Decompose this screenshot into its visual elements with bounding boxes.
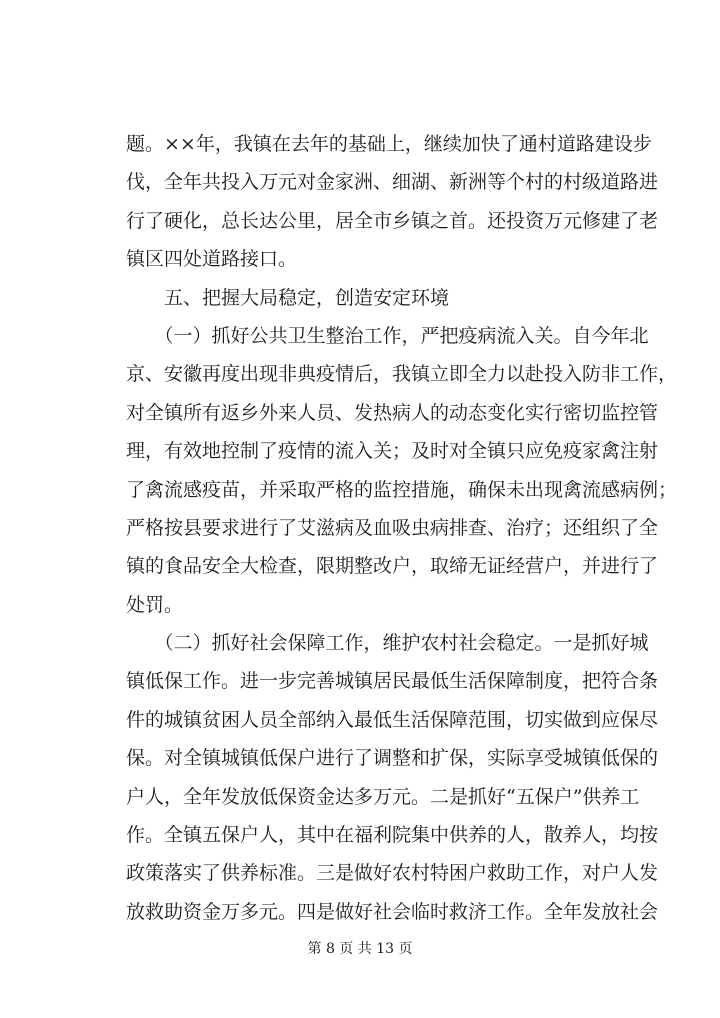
text-line: （二）抓好社会保障工作，维护农村社会稳定。一是抓好城: [126, 632, 649, 655]
text-line: 镇区四处道路接口。: [126, 248, 298, 271]
text-line: 镇低保工作。进一步完善城镇居民最低生活保障制度，把符合条: [126, 670, 659, 693]
text-line: 处罚。: [126, 593, 184, 616]
text-line: 了禽流感疫苗，并采取严格的监控措施，确保未出现禽流感病例；: [126, 478, 678, 501]
text-line: 件的城镇贫困人员全部纳入最低生活保障范围，切实做到应保尽: [126, 708, 659, 731]
body-text: [126, 125, 678, 931]
page-footer: 第 8 页 共 13 页: [307, 941, 413, 957]
text-line: 放救助资金万多元。四是做好社会临时救济工作。全年发放社会: [126, 900, 659, 923]
text-line: 严格按县要求进行了艾滋病及血吸虫病排查、治疗；还组织了全: [126, 516, 659, 539]
text-line: （一）抓好公共卫生整治工作，严把疫病流入关。自今年北: [126, 324, 649, 347]
section-heading: 五、把握大局稳定，创造安定环境: [126, 286, 450, 309]
text-line: 镇的食品安全大检查，限期整改户，取缔无证经营户，并进行了: [126, 555, 659, 578]
text-line: 理，有效地控制了疫情的流入关；及时对全镇只应免疫家禽注射: [126, 440, 659, 463]
text-line: 题。××年，我镇在去年的基础上，继续加快了通村道路建设步: [126, 133, 652, 155]
text-line: 行了硬化，总长达公里，居全市乡镇之首。还投资万元修建了老: [126, 209, 659, 232]
text-line: 伐，全年共投入万元对金家洲、细湖、新洲等个村的村级道路进: [126, 171, 659, 194]
text-line: 作。全镇五保户人，其中在福利院集中供养的人，散养人，均按: [126, 824, 659, 847]
text-line: 保。对全镇城镇低保户进行了调整和扩保，实际享受城镇低保的: [126, 747, 659, 770]
text-line: 户人，全年发放低保资金达多万元。二是抓好“五保户”供养工: [126, 785, 640, 808]
text-line: 政策落实了供养标准。三是做好农村特困户救助工作，对户人发: [126, 862, 659, 885]
text-line: 对全镇所有返乡外来人员、发热病人的动态变化实行密切监控管: [126, 401, 659, 424]
text-line: 京、安徽再度出现非典疫情后，我镇立即全力以赴投入防非工作，: [126, 363, 678, 386]
